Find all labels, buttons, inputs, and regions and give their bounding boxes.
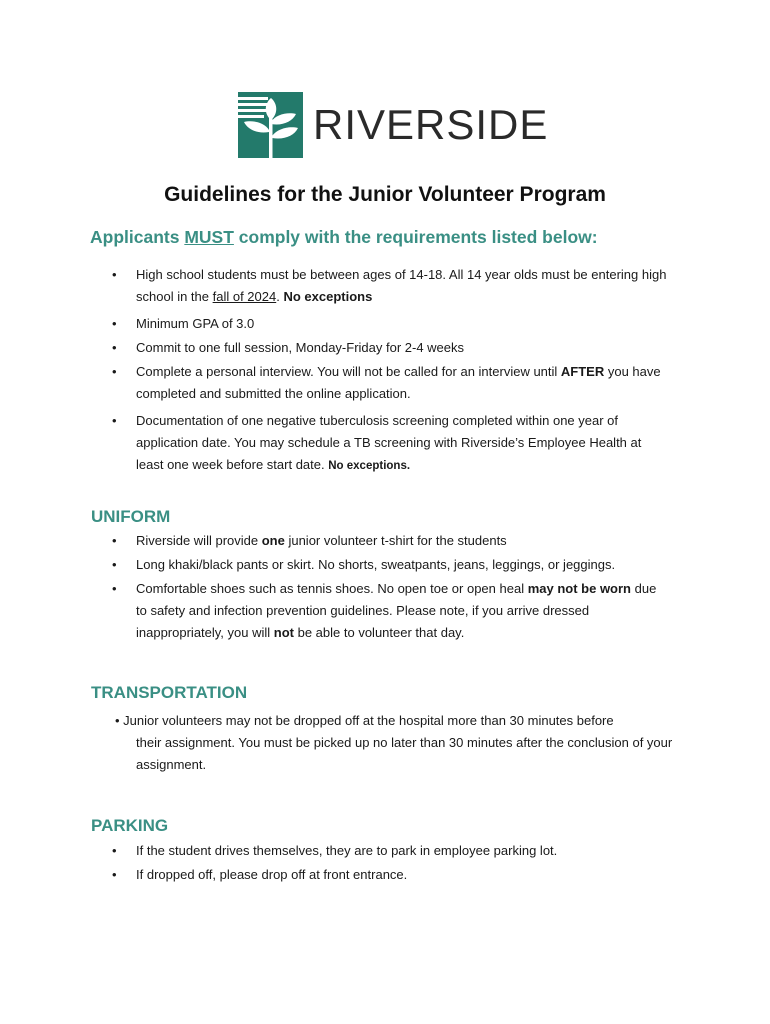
bullet: • (112, 557, 117, 572)
riverside-leaf-logo-icon (238, 92, 303, 158)
parking-list (112, 840, 666, 886)
riverside-logo (238, 92, 548, 158)
bullet: • (112, 340, 117, 355)
bullet: • (112, 581, 117, 596)
uniform-heading: UNIFORM (91, 507, 171, 526)
uniform-list (112, 530, 666, 644)
list-item: • Commit to one full session, Monday-Friday for 2-4 weeks (136, 337, 671, 359)
page-title: Guidelines for the Junior Volunteer Program (164, 183, 606, 206)
parking-heading: PARKING (91, 816, 169, 835)
transportation-text (115, 710, 685, 776)
list-item: • If the student drives themselves, they are to park in employee parking lot. (136, 840, 666, 862)
bullet: • (112, 843, 117, 858)
transportation-line-1: • Junior volunteers may not be dropped off at the hospital more than 30 minutes before (115, 713, 614, 728)
bullet: • (112, 316, 117, 331)
list-item: • High school students must be between ages of 14-18. All 14 year olds must be entering high school in the fall of 2024. No exceptions (136, 264, 671, 308)
list-item: • Documentation of one negative tuberculosis screening completed within one year of application date. You may schedule a TB screening with Riverside’s Employee Health at least one week before start date. No exceptions. (136, 410, 671, 477)
bullet: • (112, 413, 117, 428)
bullet: • (112, 364, 117, 379)
bullet: • (112, 867, 117, 882)
list-item: • Long khaki/black pants or skirt. No shorts, sweatpants, jeans, leggings, or jeggings. (136, 554, 666, 576)
transportation-heading: TRANSPORTATION (91, 683, 248, 702)
list-item: • Complete a personal interview. You will not be called for an interview until AFTER you have completed and submitted the online application. (136, 361, 671, 405)
requirements-list (112, 264, 671, 477)
list-item: • Comfortable shoes such as tennis shoes. No open toe or open heal may not be worn due to safety and infection prevention guidelines. Please note, if you arrive dressed inappropriately, you will not be able to volunteer that day. (136, 578, 666, 644)
requirements-heading: Applicants MUST comply with the requirements listed below: (90, 227, 598, 247)
list-item: • Riverside will provide one junior volunteer t-shirt for the students (136, 530, 666, 552)
bullet: • (112, 533, 117, 548)
list-item: • If dropped off, please drop off at front entrance. (136, 864, 666, 886)
bullet: • (112, 267, 117, 282)
transportation-line-2: their assignment. You must be picked up no later than 30 minutes after the conclusion of your assignment. (136, 735, 673, 772)
logo-wordmark: RIVERSIDE (313, 101, 549, 148)
list-item: • Minimum GPA of 3.0 (136, 313, 671, 335)
